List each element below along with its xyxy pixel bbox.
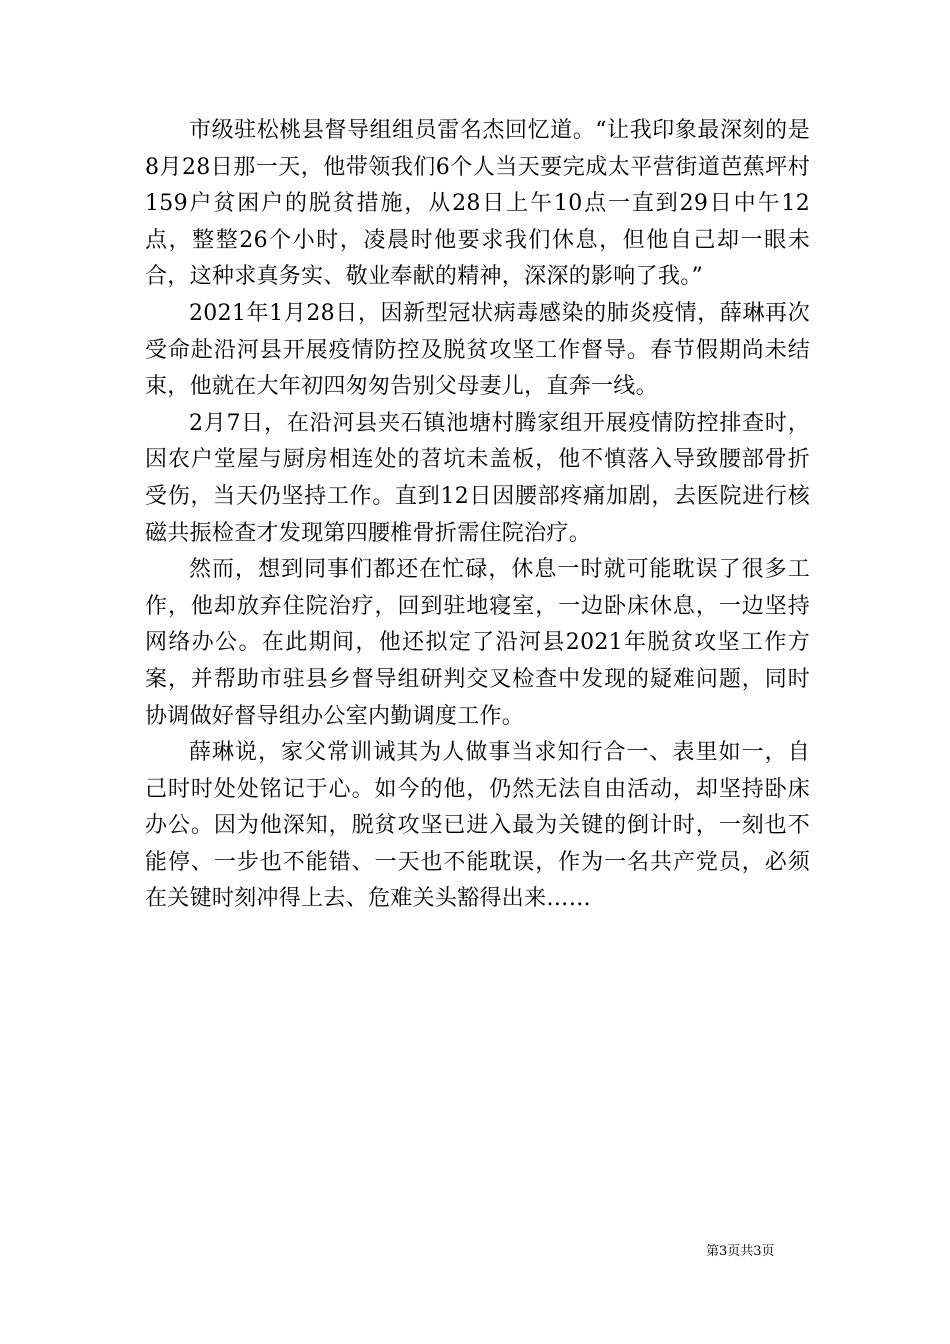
- page-number-footer: 第3页共3页: [706, 1244, 775, 1259]
- paragraph-new-assignment: 2021年1月28日，因新型冠状病毒感染的肺炎疫情，薛琳再次受命赴沿河县开展疫情防控及脱贫攻坚工作督导。春节假期尚未结束，他就在大年初四匆匆告别父母妻儿，直奔一线。: [145, 300, 810, 400]
- document-body: [145, 113, 810, 918]
- paragraph-conclusion: 薛琳说，家父常训诫其为人做事当求知行合一、表里如一，自己时时处处铭记于心。如今的他，仍然无法自由活动，却坚持卧床办公。因为他深知，脱贫攻坚已进入最为关键的倒计时，一刻也不能停、一步也不能错、一天也不能耽误，作为一名共产党员，必须在关键时刻冲得上去、危难关头豁得出来……: [145, 740, 810, 912]
- paragraph-injury: 2月7日，在沿河县夹石镇池塘村腾家组开展疫情防控排查时，因农户堂屋与厨房相连处的苕坑未盖板，他不慎落入导致腰部骨折受伤，当天仍坚持工作。直到12日因腰部疼痛加剧，去医院进行核磁共振检查才发现第四腰椎骨折需住院治疗。: [145, 410, 810, 546]
- paragraph-continued-work: 然而，想到同事们都还在忙碌，休息一时就可能耽误了很多工作，他却放弃住院治疗，回到驻地寝室，一边卧床休息，一边坚持网络办公。在此期间，他还拟定了沿河县2021年脱贫攻坚工作方案，并帮助市驻县乡督导组研判交叉检查中发现的疑难问题，同时协调做好督导组办公室内勤调度工作。: [145, 557, 810, 729]
- paragraph-recollection: 市级驻松桃县督导组组员雷名杰回忆道。“让我印象最深刻的是8月28日那一天，他带领我们6个人当天要完成太平营街道芭蕉坪村159户贫困户的脱贫措施，从28日上午10点一直到29日中午12点，整整26个小时，凌晨时他要求我们休息，但他自己却一眼未合，这种求真务实、敬业奉献的精神，深深的影响了我。”: [145, 118, 810, 290]
